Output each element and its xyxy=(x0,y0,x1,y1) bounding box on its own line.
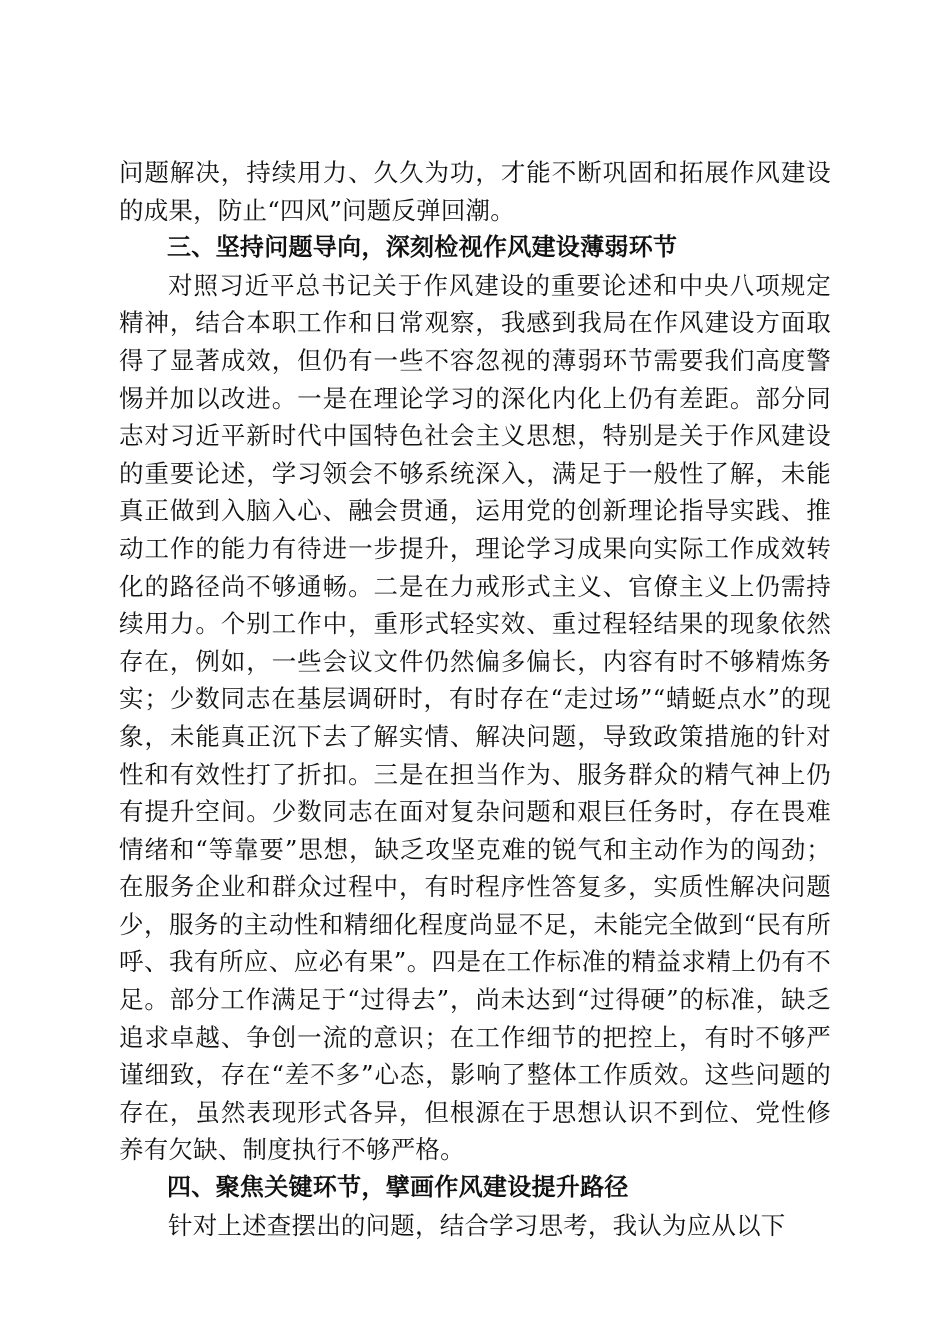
paragraph-weaknesses: 对照习近平总书记关于作风建设的重要论述和中央八项规定精神，结合本职工作和日常观察，我感到我局在作风建设方面取得了显著成效，但仍有一些不容忽视的薄弱环节需要我们高度警惕并加以改进。一是在理论学习的深化内化上仍有差距。部分同志对习近平新时代中国特色社会主义思想，特别是关于作风建设的重要论述，学习领会不够系统深入，满足于一般性了解，未能真正做到入脑入心、融会贯通，运用党的创新理论指导实践、推动工作的能力有待进一步提升，理论学习成果向实际工作成效转化的路径尚不够通畅。二是在力戒形式主义、官僚主义上仍需持续用力。个别工作中，重形式轻实效、重过程轻结果的现象依然存在，例如，一些会议文件仍然偏多偏长，内容有时不够精炼务实；少数同志在基层调研时，有时存在“走过场”“蜻蜓点水”的现象，未能真正沉下去了解实情、解决问题，导致政策措施的针对性和有效性打了折扣。三是在担当作为、服务群众的精气神上仍有提升空间。少数同志在面对复杂问题和艰巨任务时，存在畏难情绪和“等靠要”思想，缺乏攻坚克难的锐气和主动作为的闯劲；在服务企业和群众过程中，有时程序性答复多，实质性解决问题少，服务的主动性和精细化程度尚显不足，未能完全做到“民有所呼、我有所应、应必有果”。四是在工作标准的精益求精上仍有不足。部分工作满足于“过得去”，尚未达到“过得硬”的标准，缺乏追求卓越、争创一流的意识；在工作细节的把控上，有时不够严谨细致，存在“差不多”心态，影响了整体工作质效。这些问题的存在，虽然表现形式各异，但根源在于思想认识不到位、党性修养有欠缺、制度执行不够严格。 xyxy=(119,270,831,1165)
paragraph-improvement-intro: 针对上述查摆出的问题，结合学习思考，我认为应从以下 xyxy=(168,1210,786,1240)
document-body xyxy=(119,154,831,1244)
paragraph-continuation: 问题解决，持续用力、久久为功，才能不断巩固和拓展作风建设的成果，防止“四风”问题反弹回潮。 xyxy=(119,158,831,225)
section-heading-four: 四、聚焦关键环节，擘画作风建设提升路径 xyxy=(167,1173,629,1202)
section-heading-three: 三、坚持问题导向，深刻检视作风建设薄弱环节 xyxy=(167,233,678,262)
